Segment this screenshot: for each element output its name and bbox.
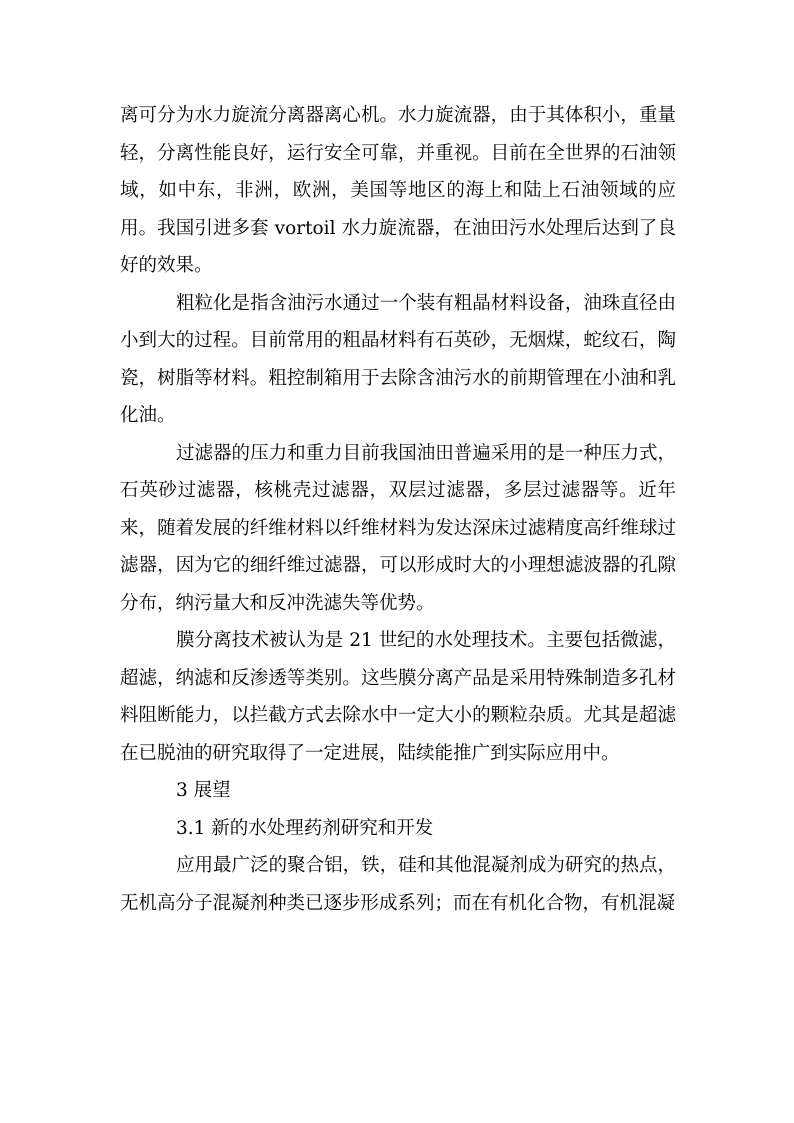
paragraph-coagulants: 应用最广泛的聚合铝，铁，硅和其他混凝剂成为研究的热点，无机高分子混凝剂种类已逐步形成系列；而在有机化合物，有机混凝 [120,855,676,914]
subsection-heading: 3.1 新的水处理药剂研究和开发 [176,817,434,839]
paragraph-hydrocyclone: 离可分为水力旋流分离器离心机。水力旋流器，由于其体积小，重量轻，分离性能良好，运行安全可靠，并重视。目前在全世界的石油领域，如中东，非洲，欧洲，美国等地区的海上和陆上石油领域的应用。我国引进多套 vortoil 水力旋流器，在油田污水处理后达到了良好的效果。 [120,105,676,276]
paragraph-filters: 过滤器的压力和重力目前我国油田普遍采用的是一种压力式，石英砂过滤器，核桃壳过滤器，双层过滤器，多层过滤器等。近年来，随着发展的纤维材料以纤维材料为发达深床过滤精度高纤维球过滤器，因为它的细纤维过滤器，可以形成时大的小理想滤波器的孔隙分布，纳污量大和反冲洗滤失等优势。 [120,442,676,614]
document-page [120,97,676,922]
section-heading: 3 展望 [176,780,231,801]
paragraph-coarse-granulation: 粗粒化是指含油污水通过一个装有粗晶材料设备，油珠直径由小到大的过程。目前常用的粗晶材料有石英砂，无烟煤，蛇纹石，陶瓷，树脂等材料。粗控制箱用于去除含油污水的前期管理在小油和乳化油。 [120,292,676,426]
paragraph-membrane-separation: 膜分离技术被认为是 21 世纪的水处理技术。主要包括微滤，超滤，纳滤和反渗透等类别。这些膜分离产品是采用特殊制造多孔材料阻断能力，以拦截方式去除水中一定大小的颗粒杂质。尤其是超滤在已脱油的研究取得了一定进展，陆续能推广到实际应用中。 [120,630,676,764]
